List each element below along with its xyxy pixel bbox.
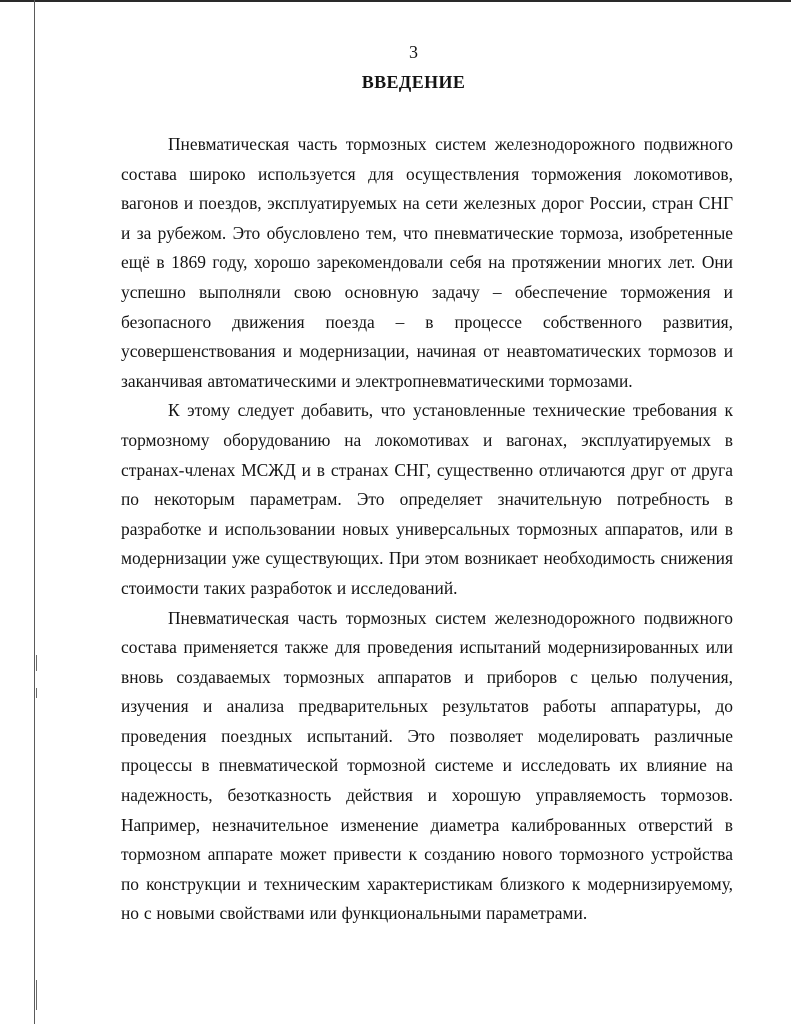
paragraph: Пневматическая часть тормозных систем железнодорожного подвижного состава широко используется для осуществления торможения локомотивов, вагонов и поездов, эксплуатируемых на сети железных дорог России, стран СНГ и за рубежом. Это обусловлено тем, что пневматические тормоза, изобретенные ещё в 1869 году, хорошо зарекомендовали себя на протяжении многих лет. Они успешно выполняли свою основную задачу – обеспечение торможения и безопасного движения поезда – в процессе собственного развития, усовершенствования и модернизации, начиная от неавтоматических тормозов и заканчивая автоматическими и электропневматическими тормозами.: [121, 134, 733, 391]
scan-mark: [36, 980, 37, 1010]
page-top-border: [0, 0, 791, 2]
page-left-edge: [34, 0, 35, 1024]
scan-mark: [36, 688, 37, 698]
body-text: [121, 130, 733, 929]
paragraph: К этому следует добавить, что установленные технические требования к тормозному оборудованию на локомотивах и вагонах, эксплуатируемых в странах-членах МСЖД и в странах СНГ, существенно отличаются друг от друга по некоторым параметрам. Это определяет значительную потребность в разработке и использовании новых универсальных тормозных аппаратов, или в модернизации уже существующих. При этом возникает необходимость снижения стоимости таких разработок и исследований.: [121, 400, 733, 598]
page-number: 3: [409, 42, 418, 62]
section-title: ВВЕДЕНИЕ: [361, 72, 466, 92]
paragraph: Пневматическая часть тормозных систем железнодорожного подвижного состава применяется также для проведения испытаний модернизированных или вновь создаваемых тормозных аппаратов и приборов с целью получения, изучения и анализа предварительных результатов работы аппаратуры, до проведения поездных испытаний. Это позволяет моделировать различные процессы в пневматической тормозной системе и исследовать их влияние на надежность, безотказность действия и хорошую управляемость тормозов. Например, незначительное изменение диаметра калиброванных отверстий в тормозном аппарате может привести к созданию нового тормозного устройства по конструкции и техническим характеристикам близкого к модернизируемому, но с новыми свойствами или функциональными параметрами.: [121, 607, 733, 924]
scan-mark: [36, 655, 37, 671]
